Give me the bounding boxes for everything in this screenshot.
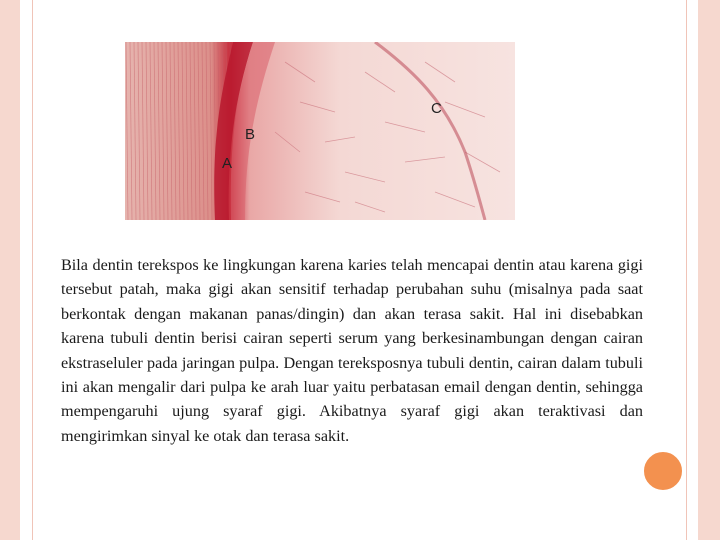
histology-micrograph [125, 42, 515, 220]
left-border-band [0, 0, 20, 540]
label-b: B [245, 126, 256, 143]
micrograph-image [125, 42, 515, 220]
body-paragraph: Bila dentin terekspos ke lingkungan karena karies telah mencapai dentin atau karena gigi tersebut patah, maka gigi akan sensitif terhadap perubahan suhu (misalnya pada saat berkontak dengan makanan panas/dingin) dan akan terasa sakit. Hal ini disebabkan karena tubuli dentin berisi cairan seperti serum yang berkesinambungan dengan cairan ekstraseluler pada jaringan pulpa. Dengan tereksposnya tubuli dentin, cairan dalam tubuli ini akan mengalir dari pulpa ke arah luar yaitu perbatasan email dengan dentin, sehingga mempengaruhi ujung syaraf gigi. Akibatnya syaraf gigi akan teraktivasi dan mengirimkan sinyal ke otak dan terasa sakit. [61, 256, 643, 445]
left-border-rule [32, 0, 33, 540]
right-border-rule [686, 0, 687, 540]
decorative-circle [641, 449, 685, 493]
label-a: A [222, 155, 233, 172]
right-border-band [698, 0, 720, 540]
label-c: C [431, 100, 442, 117]
